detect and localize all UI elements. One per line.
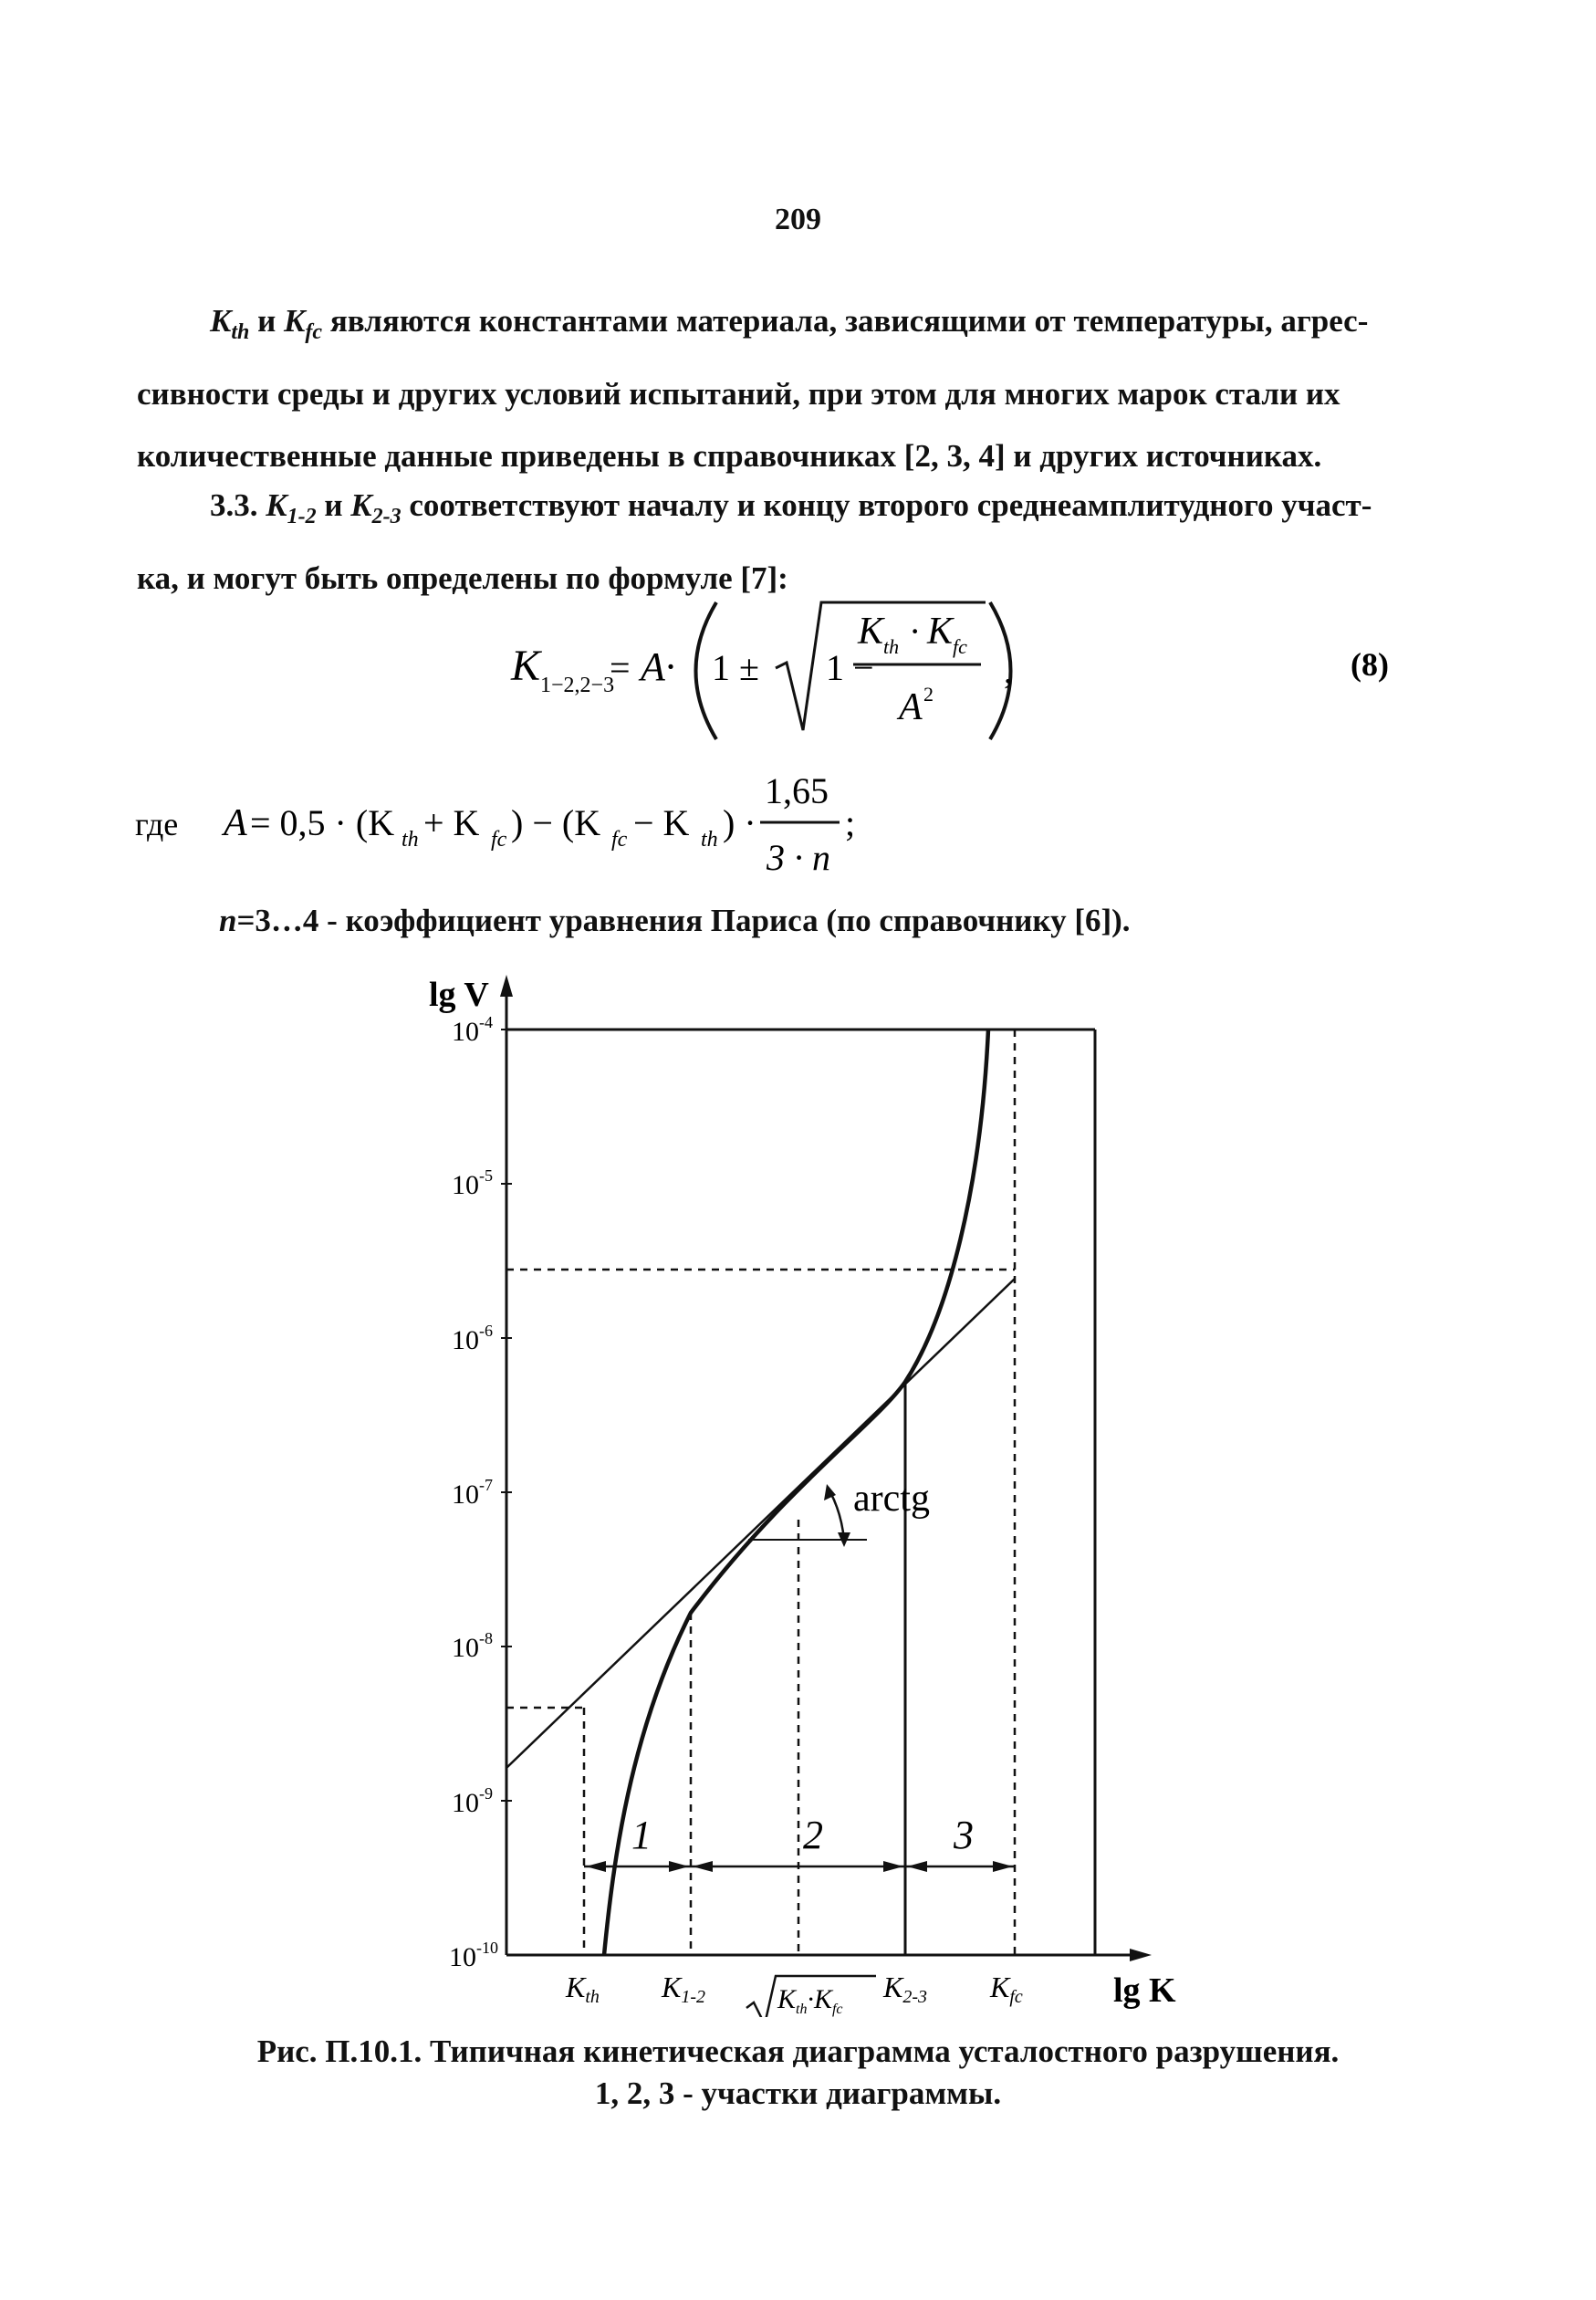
formula-8 <box>0 584 1596 748</box>
y-tick-label: $10^{-4}$ <box>452 1013 493 1047</box>
angle-label: arctg <box>853 1478 930 1520</box>
a-sub-fc-1: fc <box>491 828 507 852</box>
arrowhead <box>907 1861 927 1872</box>
y-tick-label: $10^{-6}$ <box>452 1322 493 1355</box>
a-expr-mid: ) − (K <box>511 802 601 843</box>
text-and: и <box>249 303 285 339</box>
x-label-sqrt-content: $K_{th}\cdot K_{fc}$ <box>777 1984 843 2017</box>
den-a: A <box>899 686 923 728</box>
region-labels <box>631 1813 974 1857</box>
dashed-guides <box>506 1030 1015 1955</box>
y-tick-label: $10^{-8}$ <box>452 1629 493 1663</box>
a-expr-minus: − K <box>633 802 690 843</box>
formula-one-pm: 1 ± <box>712 647 759 688</box>
x-axis-labels <box>565 1971 1023 2017</box>
a-symbol: A <box>224 802 247 844</box>
y-axis-arrow <box>500 975 513 997</box>
a-sub-th-2: th <box>701 828 718 852</box>
a-semicolon: ; <box>845 802 856 843</box>
region-label-1: 1 <box>631 1813 652 1857</box>
figure-caption <box>0 2031 1596 2115</box>
kinetic-curve <box>604 1030 988 1955</box>
num-kth-sub: th <box>883 635 900 658</box>
arrowhead <box>693 1861 713 1872</box>
paragraph1-line1: являются константами материала, зависящими от температуры, агрес- <box>322 303 1369 339</box>
equation-number: (8) <box>1351 646 1389 683</box>
y-axis-label: lg V <box>429 976 489 1014</box>
num-kfc: K <box>927 611 954 653</box>
paragraph1-line3: количественные данные приведены в справочниках [2, 3, 4] и других источниках. <box>137 438 1322 474</box>
frac-3n: 3 · n <box>767 837 830 878</box>
formula-lhs-sub: 1−2,2−3 <box>540 674 615 697</box>
n-coefficient-line <box>219 890 1405 952</box>
paragraph2-line1: соответствуют началу и концу второго среднеамплитудного участ- <box>401 487 1372 523</box>
y-tick-label: $10^{-10}$ <box>449 1939 498 1972</box>
x-label-k12: K1-2 <box>662 1971 706 2007</box>
symbol-kfc: $K_{fc}$ <box>284 303 323 344</box>
formula-equals: = <box>610 647 631 688</box>
formula-one-minus: 1 − <box>826 647 874 688</box>
caption-line2: 1, 2, 3 - участки диаграммы. <box>594 2075 1002 2111</box>
num-kth: K <box>858 611 884 653</box>
num-kfc-sub: fc <box>953 635 967 658</box>
paragraph-constants <box>137 290 1414 487</box>
n-text: =3…4 - коэффициент уравнения Париса (по справочнику [6]). <box>236 903 1131 938</box>
x-label-k23: K2-3 <box>883 1971 928 2007</box>
arrowhead <box>669 1861 689 1872</box>
a-expr-part1: = 0,5 · (K <box>250 802 395 843</box>
arrowhead <box>993 1861 1013 1872</box>
num-dot: · <box>909 611 922 652</box>
paragraph2-line2: ка, и могут быть определены по формуле [7]: <box>137 560 788 596</box>
paragraph1-line2: сивности среды и других условий испытаний, при этом для многих марок стали их <box>137 376 1340 412</box>
formula-lhs: K <box>511 642 541 690</box>
y-tick-labels <box>449 1013 498 1972</box>
x-label-kfc: Kfc <box>990 1971 1023 2007</box>
y-tick-label: $10^{-5}$ <box>452 1166 493 1200</box>
arrowhead <box>586 1861 606 1872</box>
x-axis-arrow <box>1130 1949 1152 1961</box>
formula-comma: , <box>1004 650 1013 691</box>
text-and: и <box>316 487 351 523</box>
x-axis-label: lg K <box>1113 1971 1176 2010</box>
region-label-2: 2 <box>803 1813 823 1857</box>
where-label: где <box>135 806 179 842</box>
y-tick-label: $10^{-9}$ <box>452 1784 493 1818</box>
caption-line1: Рис. П.10.1. Типичная кинетическая диаграмма усталостного разрушения. <box>256 2033 1340 2069</box>
a-sub-th-1: th <box>402 828 419 852</box>
x-label-kth: Kth <box>566 1971 600 2007</box>
arrowhead <box>883 1861 903 1872</box>
y-tick-label: $10^{-7}$ <box>452 1476 493 1510</box>
frac-165: 1,65 <box>765 770 829 811</box>
formula-a: A· <box>641 644 675 689</box>
formula-a-definition <box>0 762 1596 890</box>
a-expr-end: ) · <box>723 802 756 843</box>
paris-line <box>506 1279 1015 1768</box>
a-expr-plus: + K <box>423 802 480 843</box>
kinetic-diagram <box>0 967 1596 2017</box>
symbol-k12: $K_{1-2}$ <box>266 487 317 528</box>
region-label-3: 3 <box>954 1813 974 1857</box>
symbol-k23: $K_{2-3}$ <box>350 487 402 528</box>
section-number: 3.3. <box>210 487 266 523</box>
page-number: 209 <box>775 203 821 236</box>
n-symbol: n <box>219 903 237 938</box>
den-a-sup: 2 <box>923 683 934 706</box>
symbol-kth: $K_{th}$ <box>210 303 250 344</box>
a-sub-fc-2: fc <box>611 828 628 852</box>
